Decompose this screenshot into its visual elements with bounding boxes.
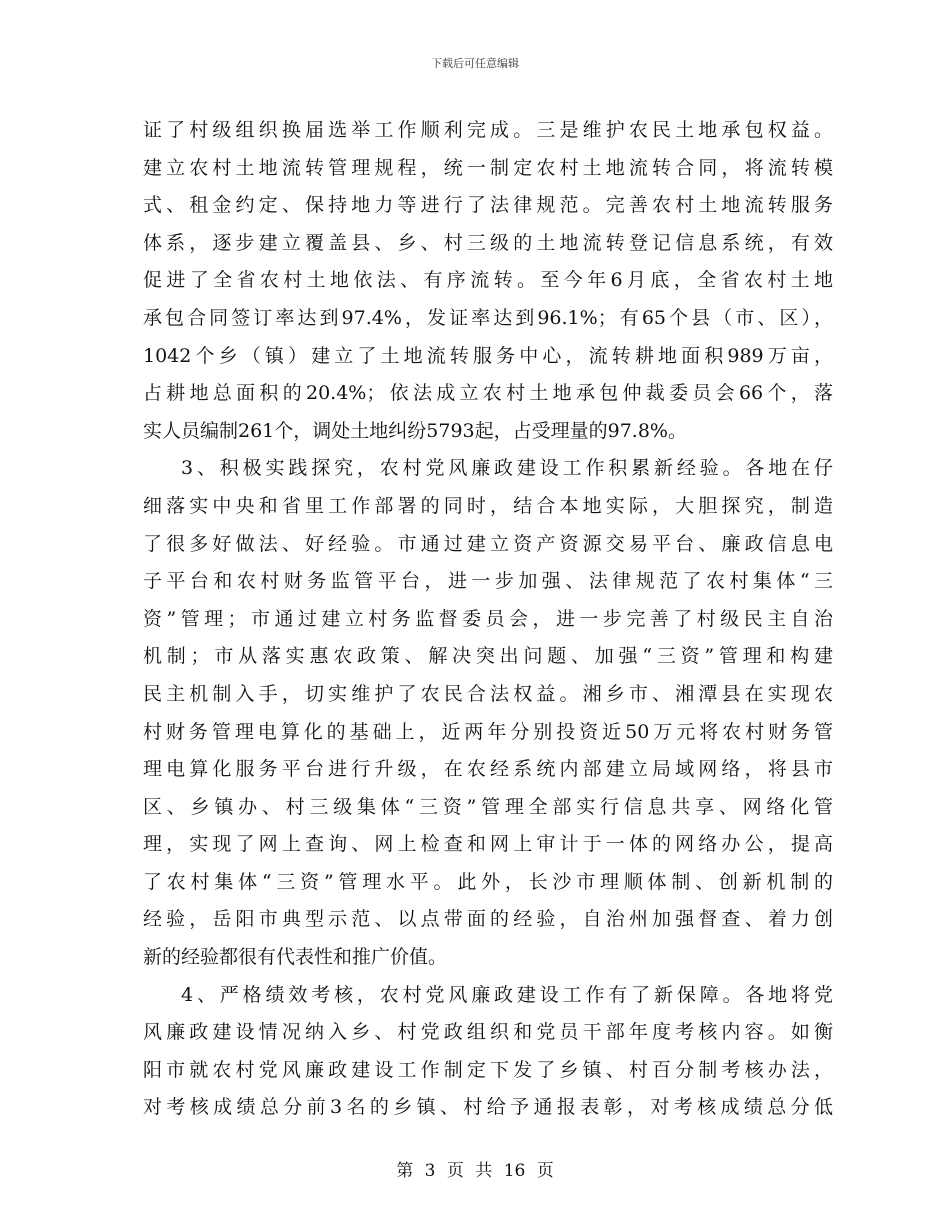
text-line: 机制；市从落实惠农政策、解决突出问题、加强“三资”管理和构建 (143, 645, 833, 668)
page-header: 下载后可任意编辑 (431, 57, 519, 70)
text-line: 占耕地总面积的20.4%；依法成立农村土地承包仲裁委员会66个，落 (143, 382, 833, 405)
body-text (143, 112, 833, 1127)
text-line: 细落实中央和省里工作部署的同时，结合本地实际，大胆探究，制造 (143, 494, 833, 517)
text-line: 风廉政建设情况纳入乡、村党政组织和党员干部年度考核内容。如衡 (143, 1021, 833, 1044)
text-line: 经验，岳阳市典型示范、以点带面的经验，自治州加强督查、着力创 (143, 908, 833, 931)
text-line: 理电算化服务平台进行升级，在农经系统内部建立局域网络，将县市 (143, 758, 833, 781)
text-line: 阳市就农村党风廉政建设工作制定下发了乡镇、村百分制考核办法， (143, 1058, 833, 1081)
page-number: 第 3 页 共 16 页 (396, 1161, 554, 1181)
paragraph-start-line: 3、积极实践探究，农村党风廉政建设工作积累新经验。各地在仔 (181, 457, 833, 480)
text-line: 1042个乡（镇）建立了土地流转服务中心，流转耕地面积989万亩， (143, 344, 833, 367)
text-line: 子平台和农村财务监管平台，进一步加强、法律规范了农村集体“三 (143, 570, 833, 593)
text-line: 实人员编制261个，调处土地纠纷5793起，占受理量的97.8%。 (143, 419, 687, 442)
text-line: 理，实现了网上查询、网上检查和网上审计于一体的网络办公，提高 (143, 833, 833, 856)
text-line: 证了村级组织换届选举工作顺利完成。三是维护农民土地承包权益。 (143, 119, 833, 141)
text-line: 对考核成绩总分前3名的乡镇、村给予通报表彰，对考核成绩总分低 (143, 1096, 833, 1119)
text-line: 促进了全省农村土地依法、有序流转。至今年6月底，全省农村土地 (143, 269, 833, 292)
text-line: 体系，逐步建立覆盖县、乡、村三级的土地流转登记信息系统，有效 (143, 231, 833, 254)
text-line: 村财务管理电算化的基础上，近两年分别投资近50万元将农村财务管 (143, 720, 833, 743)
text-line: 式、租金约定、保持地力等进行了法律规范。完善农村土地流转服务 (143, 194, 833, 217)
text-line: 建立农村土地流转管理规程，统一制定农村土地流转合同，将流转模 (143, 156, 833, 179)
text-line: 资”管理；市通过建立村务监督委员会，进一步完善了村级民主自治 (143, 607, 833, 630)
text-line: 新的经验都很有代表性和推广价值。 (143, 946, 448, 969)
text-line: 了农村集体“三资”管理水平。此外，长沙市理顺体制、创新机制的 (143, 870, 833, 893)
text-line: 民主机制入手，切实维护了农民合法权益。湘乡市、湘潭县在实现农 (143, 682, 833, 705)
paragraph-start-line: 4、严格绩效考核，农村党风廉政建设工作有了新保障。各地将党 (181, 983, 833, 1006)
text-line: 了很多好做法、好经验。市通过建立资产资源交易平台、廉政信息电 (143, 532, 833, 555)
text-line: 区、乡镇办、村三级集体“三资”管理全部实行信息共享、网络化管 (143, 795, 833, 818)
text-line: 承包合同签订率达到97.4%，发证率达到96.1%；有65个县（市、区）， (143, 306, 833, 329)
